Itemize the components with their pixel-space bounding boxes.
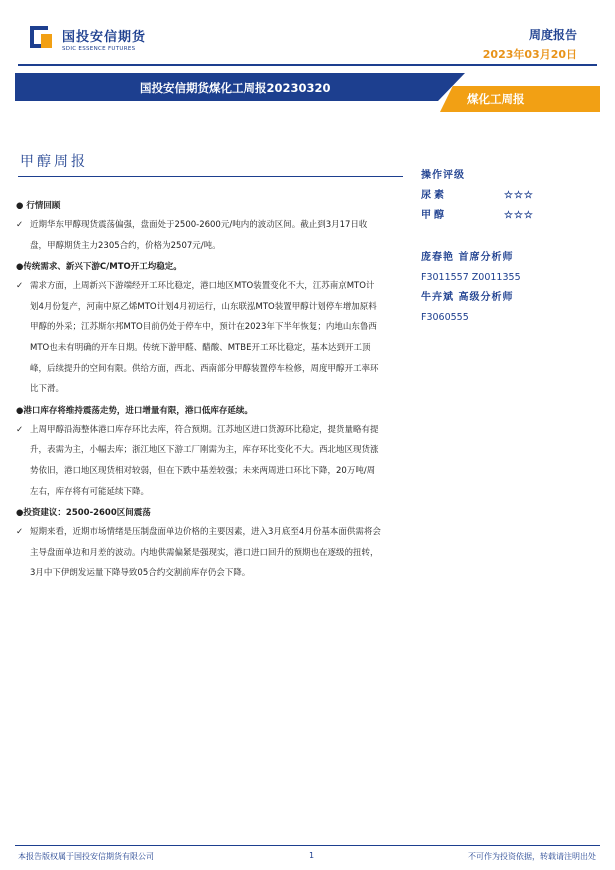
analyst-1-name: 庞春艳 首席分析师	[421, 252, 514, 263]
analyst-2-name: 牛卉斌 高级分析师	[421, 292, 514, 303]
report-body	[16, 195, 381, 586]
rating-row-methanol	[421, 206, 601, 226]
footer-divider	[15, 845, 600, 846]
logo-icon	[30, 26, 56, 52]
rating-name: 甲醇	[421, 210, 447, 221]
heading-demand: ●传统需求、新兴下游C/MTO开工均稳定。	[16, 262, 182, 273]
header-divider	[18, 64, 597, 66]
paragraph-demand: ✓ 需求方面，上周新兴下游端经开工环比稳定，港口地区MTO装置变化不大，江苏南京MTO计划4月份复产，河南中原乙烯MTO计划4月初运行，山东联泓MTO装置甲醇计划停车增加原料甲醇的外采；江苏斯尔邦MTO目前仍处于停车中，预计在2023年下半年恢复；内地山东鲁西MTO也未有明确的开车日期。传统下游甲醛、醋酸、MTBE开工环比稳定，基本达到开工顶峰，后续提升的空间有限。供给方面，西北、西南部分甲醇装置停车检修，周度甲醇开工率环比下滑。	[16, 276, 381, 400]
heading-inventory: ●港口库存将维持震荡走势，进口增量有限，港口低库存延续。	[16, 405, 253, 416]
sidebar	[421, 166, 601, 328]
footer-copyright: 本报告版权属于国投安信期货有限公司	[18, 852, 154, 861]
heading-investment: ●投资建议：2500-2600区间震荡	[16, 508, 151, 519]
analyst-1-cert: F3011557 Z0011355	[421, 272, 521, 283]
company-logo	[30, 26, 146, 52]
heading-market-review: ● 行情回顾	[16, 201, 61, 211]
check-icon: ✓	[16, 281, 24, 292]
section-title: 甲醇周报	[20, 154, 88, 170]
check-icon: ✓	[16, 424, 24, 435]
logo-name-cn: 国投安信期货	[62, 30, 147, 45]
star-rating-icon: ☆☆☆	[504, 210, 534, 221]
report-title: 国投安信期货煤化工周报20230320	[140, 81, 331, 95]
page-number: 1	[309, 851, 315, 860]
logo-name-en: SDIC ESSENCE FUTURES	[62, 46, 136, 52]
paragraph-investment: ✓ 短期来看，近期市场情绪是压制盘面单边价格的主要因素，进入3月底至4月份基本面供需将会主导盘面单边和月差的波动。内地供需偏紧是强现实，港口进口回升的预期也在逐级的扭转，3月中下伊朗发运量下降导致05合约交割前库存仍会下降。	[16, 522, 381, 584]
paragraph-market-review: ✓ 近期华东甲醇现货震荡偏强，盘面处于2500-2600元/吨内的波动区间。截止到3月17日收盘，甲醇期货主力2305合约，价格为2507元/吨。	[16, 215, 381, 256]
paragraph-inventory: ✓ 上周甲醇沿海整体港口库存环比去库，符合预期。江苏地区进口货源环比稳定，提货量略有提升，表需为主，小幅去库；浙江地区下游工厂刚需为主，库存环比变化不大。西北地区现货涨势依旧，港口地区现货相对较弱，但在下跌中基差较强；未来两周进口环比下降，20万吨/周左右，库存将有可能延续下降。	[16, 420, 381, 502]
footer-disclaimer: 不可作为投资依据，转载请注明出处	[468, 852, 596, 861]
rating-title: 操作评级	[421, 170, 465, 181]
analyst-2-cert: F3060555	[421, 312, 469, 323]
check-icon: ✓	[16, 220, 24, 230]
report-date: 2023年03月20日	[482, 48, 577, 61]
report-type: 周度报告	[528, 28, 577, 42]
star-rating-icon: ☆☆☆	[504, 190, 534, 201]
category-tag-label: 煤化工周报	[467, 92, 525, 106]
section-divider	[18, 176, 403, 177]
check-icon: ✓	[16, 527, 24, 538]
rating-row-urea	[421, 186, 601, 206]
rating-name: 尿素	[421, 190, 447, 201]
